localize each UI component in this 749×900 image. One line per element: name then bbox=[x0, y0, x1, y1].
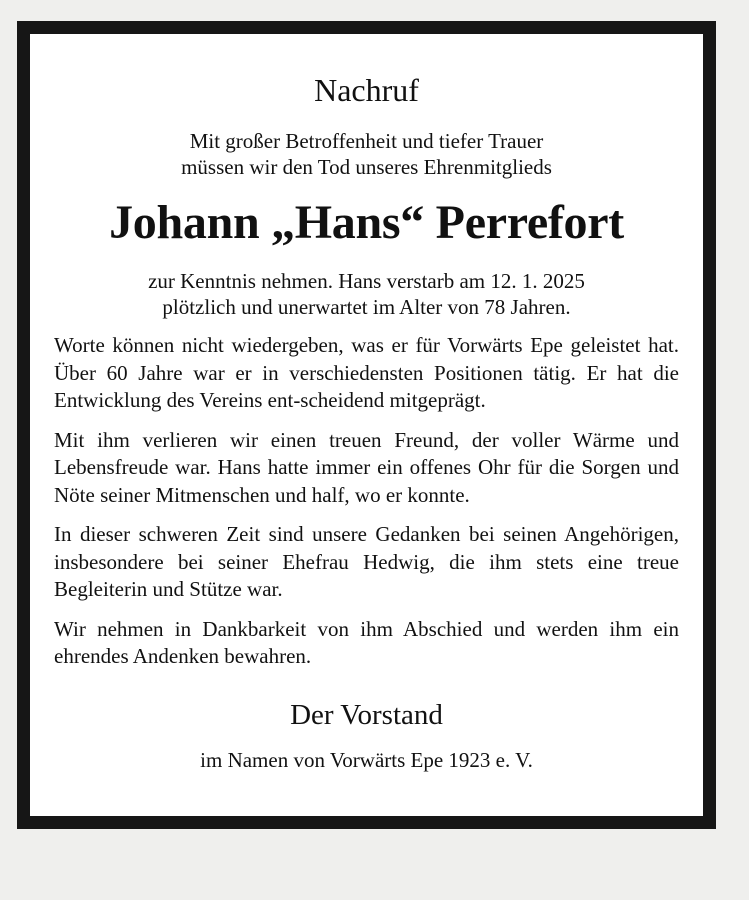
death-notice-text bbox=[54, 268, 679, 320]
obituary-body bbox=[54, 332, 679, 671]
intro-text bbox=[54, 128, 679, 180]
signature-subline: im Namen von Vorwärts Epe 1923 e. V. bbox=[200, 747, 533, 772]
signature: Der Vorstand bbox=[290, 698, 443, 731]
obituary-heading: Nachruf bbox=[314, 72, 419, 108]
intro-line: müssen wir den Tod unseres Ehrenmitglieds bbox=[181, 155, 552, 179]
paragraph-contribution: Worte können nicht wiedergeben, was er für Vorwärts Epe geleistet hat. Über 60 Jahre war er in verschiedensten Positionen tätig. Er hat die Entwicklung des Vereins ent-scheidend mitgeprägt. bbox=[54, 333, 679, 412]
obituary-frame bbox=[17, 21, 716, 829]
paragraph-friend: Mit ihm verlieren wir einen treuen Freund, der voller Wärme und Lebensfreude war. Hans hatte immer ein offenes Ohr für die Sorgen und Nöte seiner Mitmenschen und half, wo er konnte. bbox=[54, 427, 679, 507]
intro-line: Mit großer Betroffenheit und tiefer Trauer bbox=[189, 129, 544, 153]
paragraph-condolence: In dieser schweren Zeit sind unsere Gedanken bei seinen Angehörigen, insbesondere bei seiner Ehefrau Hedwig, die ihm stets eine treue Begleiterin und Stütze war. bbox=[54, 522, 679, 601]
deceased-name: Johann „Hans“ Perrefort bbox=[109, 196, 624, 249]
obituary-content bbox=[54, 70, 679, 773]
death-line: zur Kenntnis nehmen. Hans verstarb am 12. 1. 2025 bbox=[148, 269, 585, 293]
paragraph-farewell: Wir nehmen in Dankbarkeit von ihm Abschied und werden ihm ein ehrendes Andenken bewahren. bbox=[54, 616, 679, 668]
obituary-paper bbox=[30, 34, 703, 816]
death-line: plötzlich und unerwartet im Alter von 78 Jahren. bbox=[162, 295, 571, 319]
